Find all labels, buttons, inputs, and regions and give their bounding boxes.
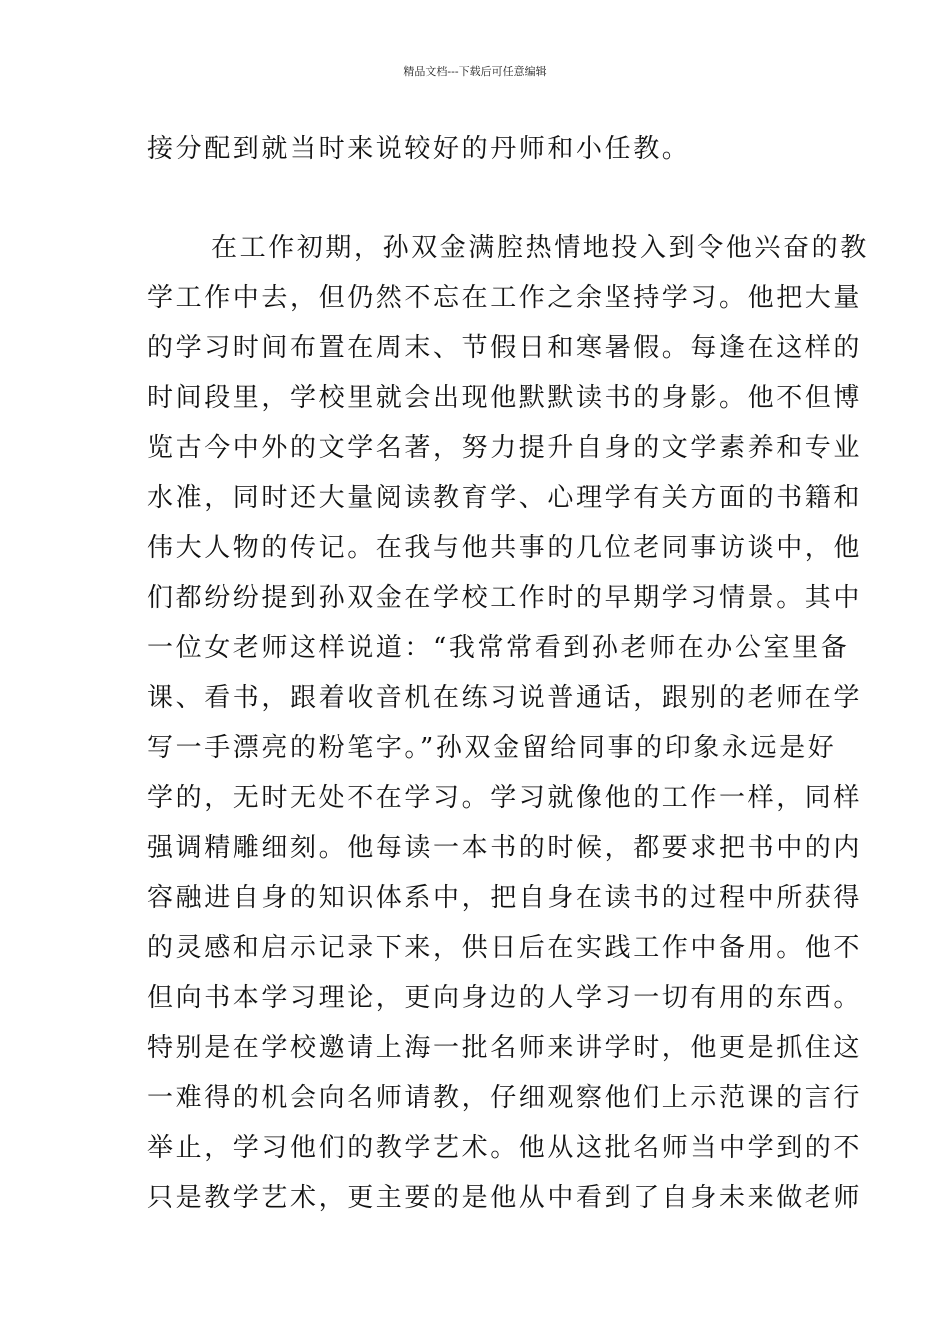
text-line: 举止，学习他们的教学艺术。他从这批名师当中学到的不 (147, 1133, 863, 1163)
text-line: 强调精雕细刻。他每读一本书的时候，都要求把书中的内 (147, 833, 863, 863)
text-line: 水准，同时还大量阅读教育学、心理学有关方面的书籍和 (147, 483, 863, 513)
text-line: 但向书本学习理论，更向身边的人学习一切有用的东西。 (147, 983, 863, 1013)
text-line: 课、看书，跟着收音机在练习说普通话，跟别的老师在学 (147, 683, 863, 713)
text-line: 的学习时间布置在周末、节假日和寒暑假。每逢在这样的 (147, 333, 863, 363)
text-line: 览古今中外的文学名著，努力提升自身的文学素养和专业 (147, 433, 863, 463)
text-line: 时间段里，学校里就会出现他默默读书的身影。他不但博 (147, 383, 863, 413)
text-line: 接分配到就当时来说较好的丹师和小任教。 (147, 134, 691, 164)
text-line: 特别是在学校邀请上海一批名师来讲学时，他更是抓住这 (147, 1033, 863, 1063)
text-line: 容融进自身的知识体系中，把自身在读书的过程中所获得 (147, 883, 863, 913)
text-line: 的灵感和启示记录下来，供日后在实践工作中备用。他不 (147, 933, 863, 963)
text-line: 写一手漂亮的粉笔字。”孙双金留给同事的印象永远是好 (147, 733, 837, 763)
text-line: 们都纷纷提到孙双金在学校工作时的早期学习情景。其中 (147, 583, 863, 613)
text-line: 只是教学艺术，更主要的是他从中看到了自身未来做老师 (147, 1183, 863, 1213)
text-line: 一难得的机会向名师请教，仔细观察他们上示范课的言行 (147, 1083, 863, 1113)
text-line: 学工作中去，但仍然不忘在工作之余坚持学习。他把大量 (147, 283, 863, 313)
page-header: 精品文档---下载后可任意编辑 (403, 65, 547, 78)
paragraph-first-line: 在工作初期，孙双金满腔热情地投入到令他兴奋的教 (211, 233, 869, 263)
text-line: 伟大人物的传记。在我与他共事的几位老同事访谈中，他 (147, 533, 863, 563)
text-line: 学的，无时无处不在学习。学习就像他的工作一样，同样 (147, 783, 863, 813)
text-line: 一位女老师这样说道：“我常常看到孙老师在办公室里备 (147, 633, 850, 663)
